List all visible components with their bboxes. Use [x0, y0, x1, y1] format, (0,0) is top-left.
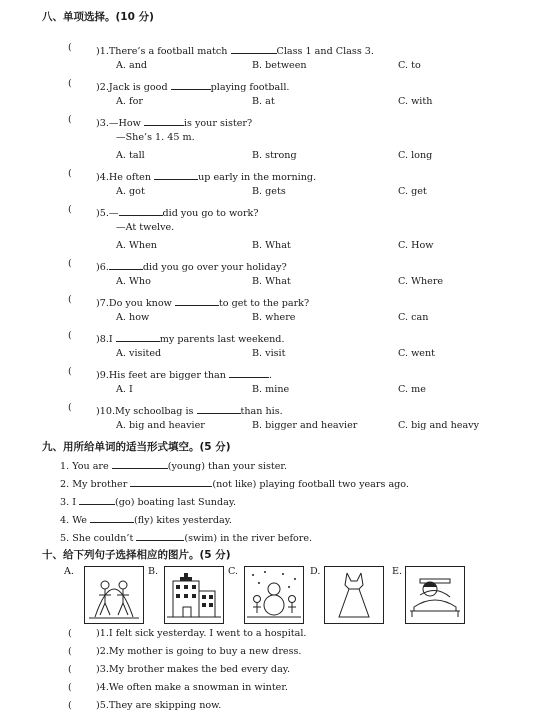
option-c[interactable]: C. Where — [398, 276, 444, 287]
skipping-picture[interactable] — [84, 566, 144, 624]
question-text: My schoolbag is — [115, 406, 197, 417]
option-c[interactable]: C. went — [398, 348, 436, 359]
option-b[interactable]: B. What — [252, 240, 291, 251]
question-number: )6. — [96, 262, 109, 273]
sentence-number: )2. — [96, 646, 109, 657]
question-text: did you go to work? — [162, 208, 259, 219]
answer-blank[interactable] — [116, 330, 160, 342]
fill-text: (swim) in the river before. — [184, 533, 313, 544]
answer-paren[interactable]: ( — [68, 646, 72, 657]
question-text: . — [268, 370, 273, 381]
question-6 — [96, 258, 287, 273]
fill-blank-input[interactable] — [130, 475, 212, 487]
option-a[interactable]: A. how — [116, 312, 150, 323]
picture-label-2: B. — [148, 566, 159, 577]
answer-paren[interactable]: ( — [68, 204, 72, 215]
question-text: Class 1 and Class 3. — [276, 46, 374, 57]
answer-blank[interactable] — [119, 204, 163, 216]
question-number: )9. — [96, 370, 109, 381]
dress-picture[interactable] — [324, 566, 384, 624]
sentence-text: My mother is going to buy a new dress. — [108, 646, 302, 657]
question-number: )3. — [96, 118, 109, 129]
match-sentence-3 — [96, 664, 290, 675]
question-text: Do you know — [108, 298, 175, 309]
option-c[interactable]: C. How — [398, 240, 434, 251]
section-10-title: 十、给下列句子选择相应的图片。(5 分) — [42, 549, 231, 561]
answer-blank[interactable] — [229, 366, 269, 378]
fill-text: (young) than your sister. — [167, 461, 288, 472]
fill-blank-1 — [60, 457, 287, 472]
option-b[interactable]: B. visit — [252, 348, 286, 359]
question-text: There’s a football match — [108, 46, 231, 57]
question-8 — [96, 330, 285, 345]
option-b[interactable]: B. What — [252, 276, 291, 287]
picture-label-1: A. — [64, 566, 74, 577]
question-text: my parents last weekend. — [159, 334, 285, 345]
answer-paren[interactable]: ( — [68, 682, 72, 693]
answer-paren[interactable]: ( — [68, 330, 72, 341]
fill-blank-input[interactable] — [79, 493, 115, 505]
question-text: playing football. — [210, 82, 290, 93]
answer-paren[interactable]: ( — [68, 114, 72, 125]
question-text: —How — [108, 118, 144, 129]
option-b[interactable]: B. between — [252, 60, 307, 71]
option-c[interactable]: C. can — [398, 312, 429, 323]
bed-picture-graphic — [406, 567, 464, 623]
snowman-picture-graphic — [245, 567, 303, 623]
answer-paren[interactable]: ( — [68, 294, 72, 305]
sentence-text: I felt sick yesterday. I went to a hospital. — [108, 628, 307, 639]
answer-blank[interactable] — [144, 114, 184, 126]
fill-text: 3. I — [60, 497, 80, 508]
fill-blank-2 — [60, 475, 409, 490]
question-text: than his. — [240, 406, 283, 417]
option-a[interactable]: A. and — [116, 60, 148, 71]
question-text: I — [108, 334, 116, 345]
answer-blank[interactable] — [171, 78, 211, 90]
question-text: up early in the morning. — [198, 172, 317, 183]
fill-blank-input[interactable] — [90, 511, 134, 523]
fill-text: 1. You are — [60, 461, 112, 472]
match-sentence-1 — [96, 628, 306, 639]
sentence-number: )4. — [96, 682, 109, 693]
option-a[interactable]: A. for — [116, 96, 143, 107]
hospital-picture-graphic — [165, 567, 223, 623]
question-1 — [96, 42, 374, 57]
question-5-line2: —At twelve. — [116, 222, 175, 233]
picture-label-5: E. — [392, 566, 403, 577]
picture-label-4: D. — [310, 566, 321, 577]
snowman-picture[interactable] — [244, 566, 304, 624]
fill-blank-3 — [60, 493, 236, 508]
hospital-picture[interactable] — [164, 566, 224, 624]
sentence-text: We often make a snowman in winter. — [108, 682, 288, 693]
question-text: — — [108, 208, 119, 219]
option-c[interactable]: C. me — [398, 384, 426, 395]
match-sentence-4 — [96, 682, 288, 693]
answer-blank[interactable] — [109, 258, 143, 270]
answer-paren[interactable]: ( — [68, 258, 72, 269]
question-number: )2. — [96, 82, 109, 93]
fill-blank-input[interactable] — [136, 529, 184, 541]
skipping-picture-graphic — [85, 567, 143, 623]
question-text: is your sister? — [183, 118, 253, 129]
answer-paren[interactable]: ( — [68, 366, 72, 377]
section-9-title: 九、用所给单词的适当形式填空。(5 分) — [42, 441, 231, 453]
sentence-number: )3. — [96, 664, 109, 675]
fill-blank-input[interactable] — [112, 457, 168, 469]
option-c[interactable]: C. big and heavy — [398, 420, 480, 431]
answer-blank[interactable] — [197, 402, 241, 414]
sentence-number: )1. — [96, 628, 109, 639]
fill-text: 5. She couldn’t — [60, 533, 137, 544]
sentence-text: My brother makes the bed every day. — [108, 664, 290, 675]
option-c[interactable]: C. to — [398, 60, 421, 71]
question-number: )7. — [96, 298, 109, 309]
question-3-line2: —She’s 1. 45 m. — [116, 132, 195, 143]
question-text: Jack is good — [108, 82, 171, 93]
answer-paren[interactable]: ( — [68, 664, 72, 675]
option-a[interactable]: A. I — [116, 384, 133, 395]
option-b[interactable]: B. gets — [252, 186, 286, 197]
fill-text: (not like) playing football two years ago. — [212, 479, 409, 490]
fill-text: (fly) kites yesterday. — [134, 515, 232, 526]
bed-picture[interactable] — [405, 566, 465, 624]
answer-paren[interactable]: ( — [68, 402, 72, 413]
question-7 — [96, 294, 309, 309]
answer-blank[interactable] — [154, 168, 198, 180]
option-b[interactable]: B. mine — [252, 384, 290, 395]
question-text: did you go over your holiday? — [142, 262, 287, 273]
option-a[interactable]: A. big and heavier — [116, 420, 205, 431]
option-b[interactable]: B. at — [252, 96, 275, 107]
question-number: )8. — [96, 334, 109, 345]
option-b[interactable]: B. strong — [252, 150, 297, 161]
fill-text: 4. We — [60, 515, 91, 526]
answer-paren[interactable]: ( — [68, 168, 72, 179]
question-5 — [96, 204, 259, 219]
question-text: He often — [108, 172, 155, 183]
answer-blank[interactable] — [175, 294, 219, 306]
question-10 — [96, 402, 283, 417]
sentence-number: )5. — [96, 700, 109, 711]
fill-blank-4 — [60, 511, 232, 526]
option-c[interactable]: C. get — [398, 186, 427, 197]
question-number: )4. — [96, 172, 109, 183]
question-9 — [96, 366, 272, 381]
option-c[interactable]: C. long — [398, 150, 433, 161]
option-a[interactable]: A. When — [116, 240, 157, 251]
question-4 — [96, 168, 316, 183]
question-3 — [96, 114, 252, 129]
fill-text: (go) boating last Sunday. — [115, 497, 237, 508]
sentence-text: They are skipping now. — [108, 700, 222, 711]
answer-paren[interactable]: ( — [68, 42, 72, 53]
option-b[interactable]: B. bigger and heavier — [252, 420, 358, 431]
fill-blank-5 — [60, 529, 312, 544]
fill-text: 2. My brother — [60, 479, 131, 490]
answer-blank[interactable] — [231, 42, 277, 54]
match-sentence-5 — [96, 700, 221, 711]
section-8-title: 八、单项选择。(10 分) — [42, 11, 154, 23]
picture-label-3: C. — [228, 566, 239, 577]
match-sentence-2 — [96, 646, 301, 657]
answer-paren[interactable]: ( — [68, 78, 72, 89]
question-number: )10. — [96, 406, 116, 417]
question-number: )1. — [96, 46, 109, 57]
option-a[interactable]: A. Who — [116, 276, 151, 287]
dress-picture-graphic — [325, 567, 383, 623]
question-2 — [96, 78, 289, 93]
question-number: )5. — [96, 208, 109, 219]
question-text: to get to the park? — [218, 298, 310, 309]
option-a[interactable]: A. got — [116, 186, 145, 197]
option-c[interactable]: C. with — [398, 96, 433, 107]
question-text: His feet are bigger than — [108, 370, 229, 381]
option-a[interactable]: A. visited — [116, 348, 162, 359]
option-a[interactable]: A. tall — [116, 150, 145, 161]
answer-paren[interactable]: ( — [68, 700, 72, 711]
answer-paren[interactable]: ( — [68, 628, 72, 639]
option-b[interactable]: B. where — [252, 312, 296, 323]
